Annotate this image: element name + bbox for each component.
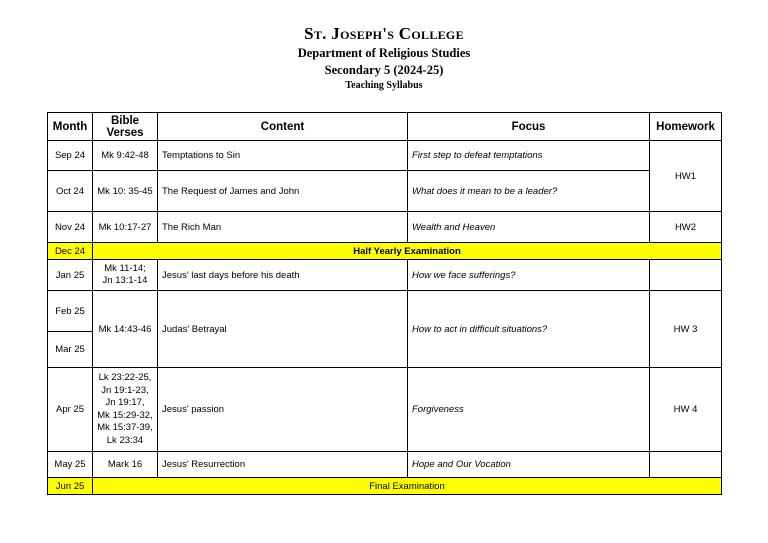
header-focus: Focus [408, 113, 650, 141]
month-cell: Mar 25 [48, 332, 93, 368]
content-cell: Jesus' passion [158, 368, 408, 452]
table-row [48, 260, 722, 291]
verses-cell: Mk 10: 35-45 [93, 171, 158, 212]
month-cell: Dec 24 [48, 243, 93, 260]
month-cell: Apr 25 [48, 368, 93, 452]
content-cell: Jesus' Resurrection [158, 452, 408, 478]
table-row [48, 141, 722, 171]
syllabus-table [47, 112, 722, 495]
verses-cell [93, 368, 158, 452]
focus-cell: Hope and Our Vocation [408, 452, 650, 478]
verse-line: Jn 19:1-23, [101, 384, 149, 396]
content-cell: Temptations to Sin [158, 141, 408, 171]
verse-line: Mk 15:37-39, [97, 422, 153, 433]
focus-cell: Forgiveness [408, 368, 650, 452]
department-title: Department of Religious Studies [297, 46, 471, 60]
exam-label: Half Yearly Examination [93, 243, 722, 260]
college-title: St. Joseph's College [304, 24, 464, 43]
document-header [0, 24, 768, 93]
content-cell: Judas' Betrayal [158, 291, 408, 368]
table-row [48, 212, 722, 243]
month-cell: Jan 25 [48, 260, 93, 291]
header-bible-verses-line2: Verses [106, 126, 144, 139]
header-bible-verses-line1: Bible [110, 114, 140, 127]
verse-line: Mk 11-14; [104, 262, 146, 274]
header-content: Content [158, 113, 408, 141]
homework-cell [650, 260, 722, 291]
header-month: Month [48, 113, 93, 141]
secondary-title: Secondary 5 (2024-25) [324, 63, 444, 77]
exam-label: Final Examination [93, 478, 722, 495]
verse-line: Mk 15:29-32, [97, 409, 153, 421]
verses-cell: Mk 14:43-46 [93, 291, 158, 368]
homework-cell: HW 3 [650, 291, 722, 368]
verse-line: Jn 19:17, [105, 397, 145, 408]
month-cell: Nov 24 [48, 212, 93, 243]
month-cell: May 25 [48, 452, 93, 478]
verses-cell [93, 260, 158, 291]
month-cell: Sep 24 [48, 141, 93, 171]
header-bible-verses [93, 113, 158, 141]
verses-cell: Mark 16 [93, 452, 158, 478]
homework-cell [650, 452, 722, 478]
table-row [48, 368, 722, 452]
exam-row [48, 478, 722, 495]
verses-cell: Mk 9:42-48 [93, 141, 158, 171]
month-cell: Oct 24 [48, 171, 93, 212]
homework-cell: HW 4 [650, 368, 722, 452]
verse-line: Lk 23:34 [106, 434, 144, 446]
table-row [48, 452, 722, 478]
table-row [48, 171, 722, 212]
header-homework: Homework [650, 113, 722, 141]
homework-cell-hw1: HW1 [650, 141, 722, 212]
table-row [48, 291, 722, 332]
month-cell: Jun 25 [48, 478, 93, 495]
verses-cell: Mk 10:17-27 [93, 212, 158, 243]
verse-line: Lk 23:22-25, [98, 372, 152, 383]
content-cell: Jesus' last days before his death [158, 260, 408, 291]
focus-cell: What does it mean to be a leader? [408, 171, 650, 212]
focus-cell: How we face sufferings? [408, 260, 650, 291]
homework-cell-hw2: HW2 [650, 212, 722, 243]
content-cell: The Request of James and John [158, 171, 408, 212]
focus-cell: First step to defeat temptations [408, 141, 650, 171]
table-header-row [48, 113, 722, 141]
month-cell: Feb 25 [48, 291, 93, 332]
focus-cell: How to act in difficult situations? [408, 291, 650, 368]
content-cell: The Rich Man [158, 212, 408, 243]
verse-line: Jn 13:1-14 [102, 275, 148, 286]
syllabus-subtitle: Teaching Syllabus [345, 80, 423, 91]
focus-cell: Wealth and Heaven [408, 212, 650, 243]
exam-row [48, 243, 722, 260]
